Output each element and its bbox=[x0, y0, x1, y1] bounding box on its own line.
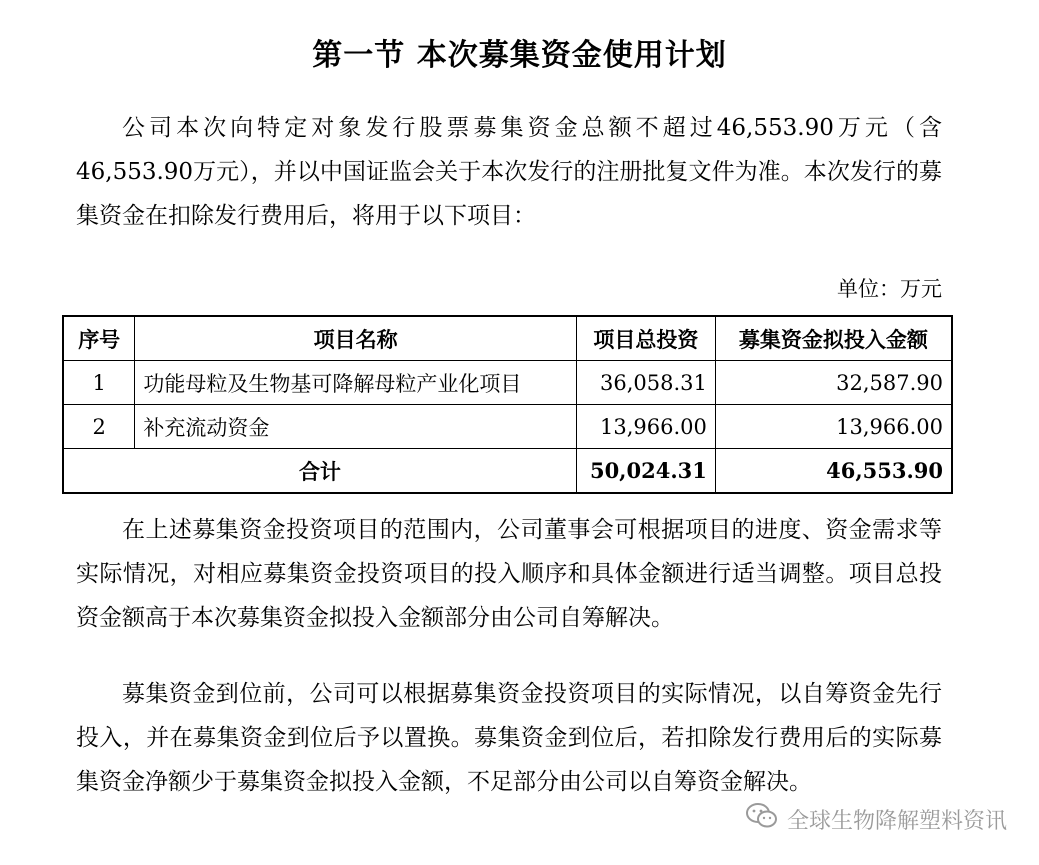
watermark bbox=[745, 802, 1007, 836]
paragraph-intro: 公司本次向特定对象发行股票募集资金总额不超过46,553.90万元（含46,553.90万元），并以中国证监会关于本次发行的注册批复文件为准。本次发行的募集资金在扣除发行费用后，将用于以下项目： bbox=[76, 115, 942, 229]
total-investment-sum: 50,024.31 bbox=[576, 449, 715, 494]
cell-total-investment: 36,058.31 bbox=[576, 361, 715, 405]
cell-raised-amount: 32,587.90 bbox=[715, 361, 952, 405]
cell-total-investment: 13,966.00 bbox=[576, 405, 715, 449]
fund-usage-table bbox=[62, 315, 953, 494]
total-label: 合计 bbox=[63, 449, 576, 494]
unit-label: 单位：万元 bbox=[837, 277, 942, 301]
table-header-row bbox=[63, 316, 952, 361]
raised-amount-sum: 46,553.90 bbox=[715, 449, 952, 494]
table-total-row bbox=[63, 449, 952, 494]
page-title: 第一节 本次募集资金使用计划 bbox=[312, 38, 727, 73]
cell-index: 2 bbox=[63, 405, 135, 449]
header-total-investment: 项目总投资 bbox=[576, 316, 715, 361]
paragraph-adjustment: 在上述募集资金投资项目的范围内，公司董事会可根据项目的进度、资金需求等实际情况，对相应募集资金投资项目的投入顺序和具体金额进行适当调整。项目总投资金额高于本次募集资金拟投入金额部分由公司自筹解决。 bbox=[76, 517, 942, 631]
header-raised-amount: 募集资金拟投入金额 bbox=[715, 316, 952, 361]
cell-raised-amount: 13,966.00 bbox=[715, 405, 952, 449]
paragraph-advance-funding: 募集资金到位前，公司可以根据募集资金投资项目的实际情况，以自筹资金先行投入，并在募集资金到位后予以置换。募集资金到位后，若扣除发行费用后的实际募集资金净额少于募集资金拟投入金额，不足部分由公司以自筹资金解决。 bbox=[76, 681, 942, 795]
table-row bbox=[63, 361, 952, 405]
watermark-text: 全球生物降解塑料资讯 bbox=[786, 808, 1007, 834]
wechat-icon bbox=[745, 802, 779, 836]
cell-index: 1 bbox=[63, 361, 135, 405]
header-project-name: 项目名称 bbox=[135, 316, 577, 361]
cell-project-name: 补充流动资金 bbox=[135, 405, 577, 449]
cell-project-name: 功能母粒及生物基可降解母粒产业化项目 bbox=[135, 361, 577, 405]
header-index: 序号 bbox=[63, 316, 135, 361]
table-row bbox=[63, 405, 952, 449]
